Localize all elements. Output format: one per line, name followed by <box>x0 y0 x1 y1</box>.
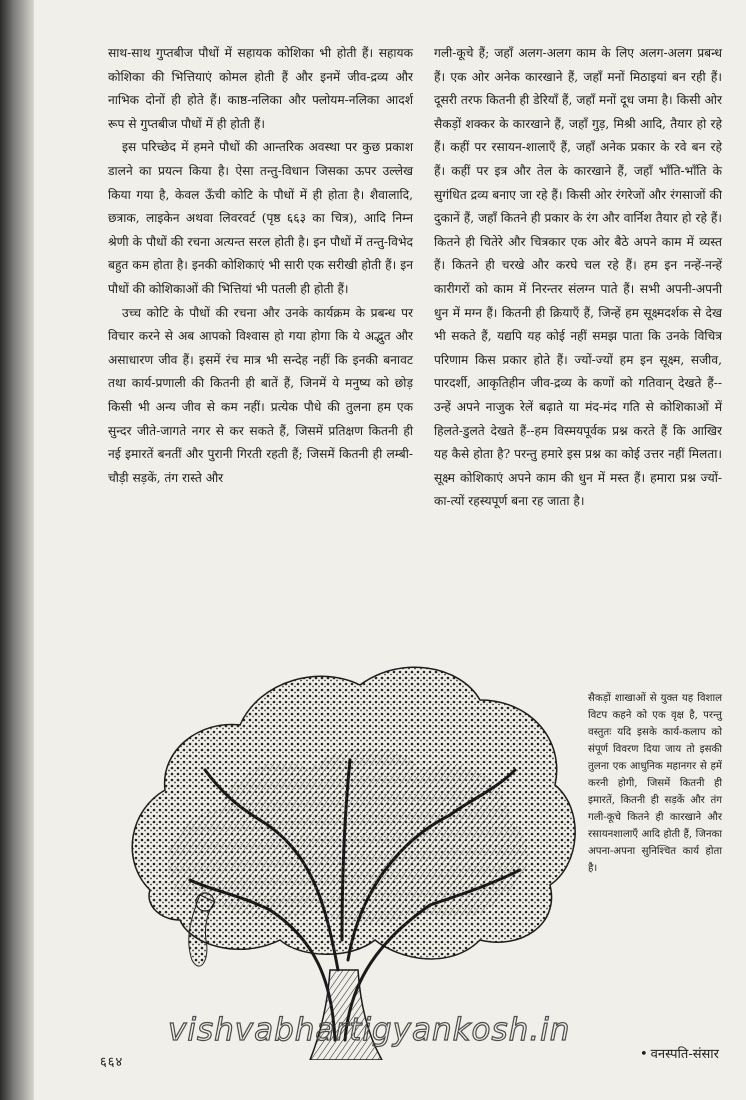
binding-shadow <box>0 0 34 1100</box>
paragraph: उच्च कोटि के पौधों की रचना और उनके कार्यक्रम के प्रबन्ध पर विचार करने से अब आपको विश्वास हो गया होगा कि ये अद्भुत और असाधारण जीव हैं। इसमें रंच मात्र भी सन्देह नहीं कि इनकी बनावट तथा कार्य-प्रणाली की कितनी ही बातें हैं, जिनमें ये मनुष्य को छोड़ किसी भी अन्य जीव से कम नहीं। प्रत्येक पौधे की तुलना हम एक सुन्दर जीते-जागते नगर से कर सकते हैं, जिसमें प्रतिक्षण कितनी ही नई इमारतें बनतीं और पुरानी गिरती रहती हैं; जिसमें कितनी ही लम्बी-चौड़ी सड़कें, तंग रास्ते और <box>108 305 413 485</box>
figure-caption: सैकड़ों शाखाओं से युक्त यह विशाल विटप कहने को एक वृक्ष है, परन्तु वस्तुतः यदि इसके कार्य-कलाप को संपूर्ण विवरण दिया जाय तो इसकी तुलना एक आधुनिक महानगर से हमें करनी होगी, जिसमें कितनी ही इमारतें, कितनी ही सड़कें और तंग गली-कूचे कितने ही कारखाने और रसायनशालाएँ आदि होती हैं, जिनका अपना-अपना सुनिश्चित कार्य होता है। <box>588 693 722 874</box>
right-column <box>434 42 722 514</box>
paragraph: साथ-साथ गुप्तबीज पौधों में सहायक कोशिका भी होती हैं। सहायक कोशिका की भित्तियाएं कोमल होती हैं और इनमें जीव-द्रव्य और नाभिक दोनों ही होते हैं। काष्ठ-नलिका और फ्लोयम-नलिका आदर्श रूप से गुप्तबीज पौधों में ही होती हैं। <box>108 46 413 131</box>
left-column <box>108 42 413 490</box>
paragraph: गली-कूचे हैं; जहाँ अलग-अलग काम के लिए अलग-अलग प्रबन्ध हैं। एक ओर अनेक कारखाने हैं, जहाँ मनों मिठाइयां बन रही हैं। दूसरी तरफ कितनी ही डेरियाँ हैं, जहाँ मनों दूध जमा है। किसी ओर सैकड़ों शक्कर के कारखाने हैं, जहाँ गुड़, मिश्री आदि, तैयार हो रहे हैं। कहीं पर रसायन-शालाएँ हैं, जहाँ अनेक प्रकार के रवे बन रहे हैं। कहीं पर इत्र और तेल के कारखाने हैं, जहाँ भाँति-भाँति के सुगंधित द्रव्य बनाए जा रहे हैं। किसी ओर रंगरेजों और रंगसाजों की दुकानें हैं, जहाँ कितने ही प्रकार के रंग और वार्निश तैयार हो रहे हैं। कितने ही चितेरे और चित्रकार एक ओर बैठे अपने काम में व्यस्त हैं। कितने ही चरखे और करघे चल रहे हैं। हम इन नन्हें-नन्हें कारीगरों को काम में निरन्तर संलग्न पाते हैं। सभी अपनी-अपनी धुन में मग्न हैं। कितनी ही क्रियाएँ हैं, जिन्हें हम सूक्ष्मदर्शक से देख भी सकते हैं, यद्यपि यह कोई नहीं समझ पाता कि उनके विचित्र परिणाम किस प्रकार होते हैं। ज्यों-ज्यों हम इन सूक्ष्म, सजीव, पारदर्शी, आकृतिहीन जीव-द्रव्य के कणों को गतिवान् देखते हैं--उन्हें अपने नाजुक रेलें बढ़ाते या मंद-मंद गति से कोशिकाओं में हिलते-डुलते देखते हैं--हम विस्मयपूर्वक प्रश्न करते हैं कि आखिर यह कैसे होता है? परन्तु हमारे इस प्रश्न का कोई उत्तर नहीं मिलता। सूक्ष्म कोशिकाएं अपने काम की धुन में मस्त हैं। हमारा प्रश्न ज्यों-का-त्यों रहस्यपूर्ण बना रह जाता है। <box>434 46 722 509</box>
paragraph: इस परिच्छेद में हमने पौधों की आन्तरिक अवस्था पर कुछ प्रकाश डालने का प्रयत्न किया है। ऐसा तन्तु-विधान जिसका ऊपर उल्लेख किया गया है, केवल ऊँची कोटि के पौधों में ही होता है। शैवालादि, छत्राक, लाइकेन अथवा लिवरवर्ट (पृष्ठ ६६३ का चित्र), आदि निम्न श्रेणी के पौधों की रचना अत्यन्त सरल होती है। इन पौधों में तन्तु-विभेद बहुत कम होता है। इनकी कोशिकाएं भी सारी एक सरीखी होती हैं। इन पौधों की कोशिकाओं की भित्तियां भी पतली ही होती हैं। <box>108 140 413 296</box>
running-title: • वनस्पति-संसार <box>640 1044 719 1062</box>
watermark: vishvabhartigyankosh.in <box>168 1012 571 1048</box>
page-number: ६६४ <box>100 1055 124 1070</box>
tree-illustration <box>110 640 590 1060</box>
